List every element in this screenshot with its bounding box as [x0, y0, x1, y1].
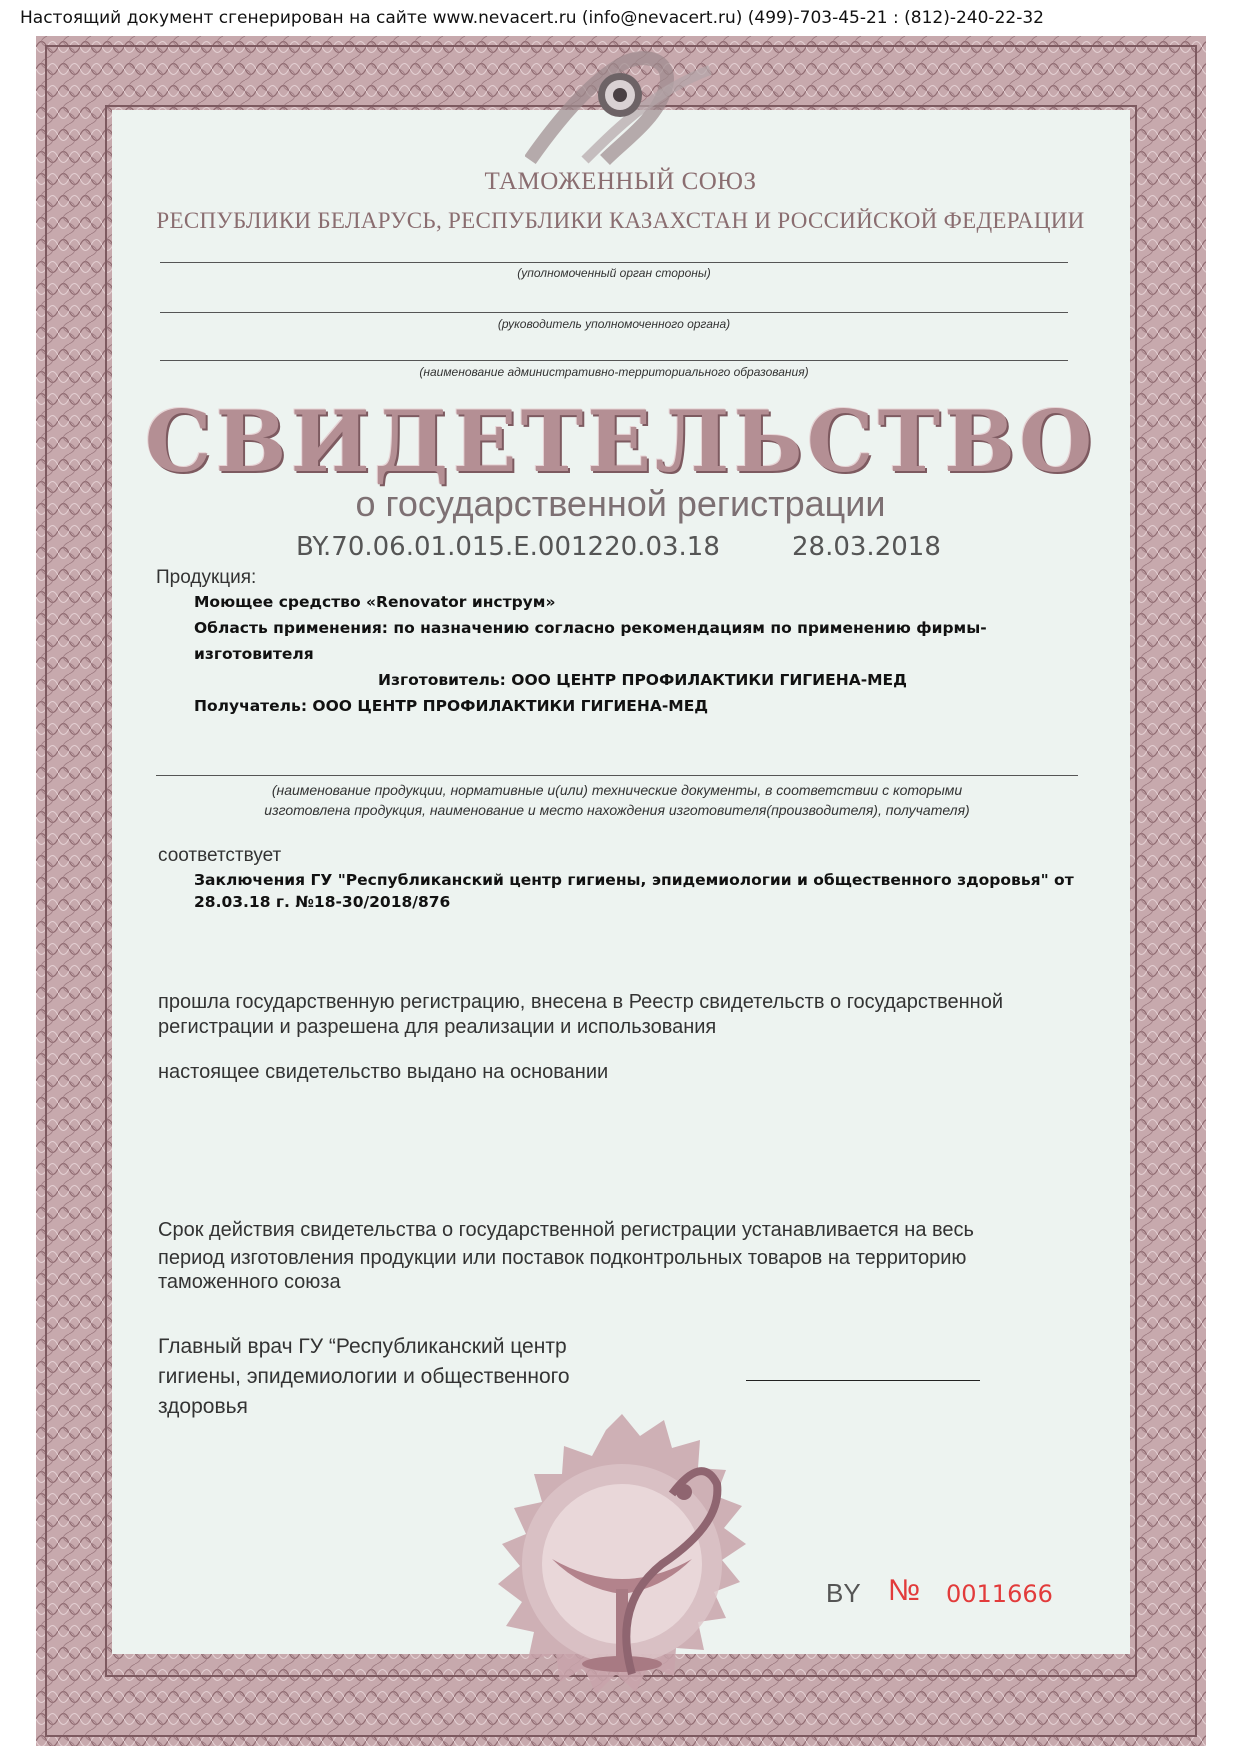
validity-line3: таможенного союза — [158, 1271, 341, 1293]
customs-union-emblem-icon — [525, 50, 715, 165]
product-label: Продукция: — [156, 567, 257, 588]
serial-number: 0011666 — [946, 1580, 1053, 1608]
product-recipient: Получатель: ООО ЦЕНТР ПРОФИЛАКТИКИ ГИГИЕНА-МЕД — [194, 697, 709, 715]
product-manufacturer: Изготовитель: ООО ЦЕНТР ПРОФИЛАКТИКИ ГИГИЕНА-МЕД — [378, 671, 907, 689]
signatory-line1: Главный врач ГУ “Республиканский центр — [158, 1335, 567, 1358]
product-line — [156, 775, 1078, 776]
header-customs-union: ТАМОЖЕННЫЙ СОЮЗ — [484, 168, 757, 195]
validity-line2: период изготовления продукции или поставок подконтрольных товаров на территорию — [158, 1247, 967, 1269]
territory-line — [160, 360, 1068, 361]
generated-notice: Настоящий документ сгенерирован на сайте www.nevacert.ru (info@nevacert.ru) (499)-703-45-21 : (812)-240-22-32 — [20, 8, 1044, 28]
conformity-line1: Заключения ГУ "Республиканский центр гигиены, эпидемиологии и общественного здоровья" от — [194, 871, 1074, 889]
header-republics: РЕСПУБЛИКИ БЕЛАРУСЬ, РЕСПУБЛИКИ КАЗАХСТАН И РОССИЙСКОЙ ФЕДЕРАЦИИ — [156, 208, 1085, 233]
certificate-subtitle: о государственной регистрации — [355, 483, 886, 524]
conformity-label: соответствует — [158, 845, 282, 866]
conformity-line2: 28.03.18 г. №18-30/2018/876 — [194, 893, 451, 911]
product-scope-line1: Область применения: по назначению согласно рекомендациям по применению фирмы- — [194, 619, 987, 637]
authority-line — [160, 262, 1068, 263]
signatory-line3: здоровья — [158, 1395, 248, 1418]
registration-number: BY.70.06.01.015.E.001220.03.18 — [296, 532, 720, 562]
basis-text: настоящее свидетельство выдано на основании — [158, 1061, 609, 1083]
signature-line — [746, 1380, 980, 1381]
validity-line1: Срок действия свидетельства о государственной регистрации устанавливается на весь — [158, 1219, 974, 1241]
product-name: Моющее средство «Renovator инструм» — [194, 593, 556, 611]
caption-authority: (уполномоченный орган стороны) — [517, 266, 711, 280]
passed-line2: регистрации и разрешена для реализации и использования — [158, 1016, 717, 1038]
product-scope-line2: изготовителя — [194, 645, 314, 663]
rosette-seal-icon — [462, 1404, 782, 1704]
signatory-line2: гигиены, эпидемиологии и общественного — [158, 1365, 570, 1388]
serial-number-sign: № — [888, 1574, 921, 1607]
head-line — [160, 312, 1068, 313]
caption-product-2: изготовлена продукция, наименование и место нахождения изготовителя(производителя), получателя) — [264, 802, 970, 818]
caption-head: (руководитель уполномоченного органа) — [497, 317, 731, 331]
registration-date: 28.03.2018 — [792, 532, 941, 562]
certificate-title: СВИДЕТЕЛЬСТВО — [144, 392, 1097, 491]
serial-prefix: BY — [826, 1578, 861, 1608]
caption-territory: (наименование административно-территориального образования) — [419, 365, 809, 379]
caption-product-1: (наименование продукции, нормативные и(или) технические документы, в соответствии с которыми — [271, 782, 963, 798]
passed-line1: прошла государственную регистрацию, внесена в Реестр свидетельств о государственной — [158, 991, 1003, 1013]
